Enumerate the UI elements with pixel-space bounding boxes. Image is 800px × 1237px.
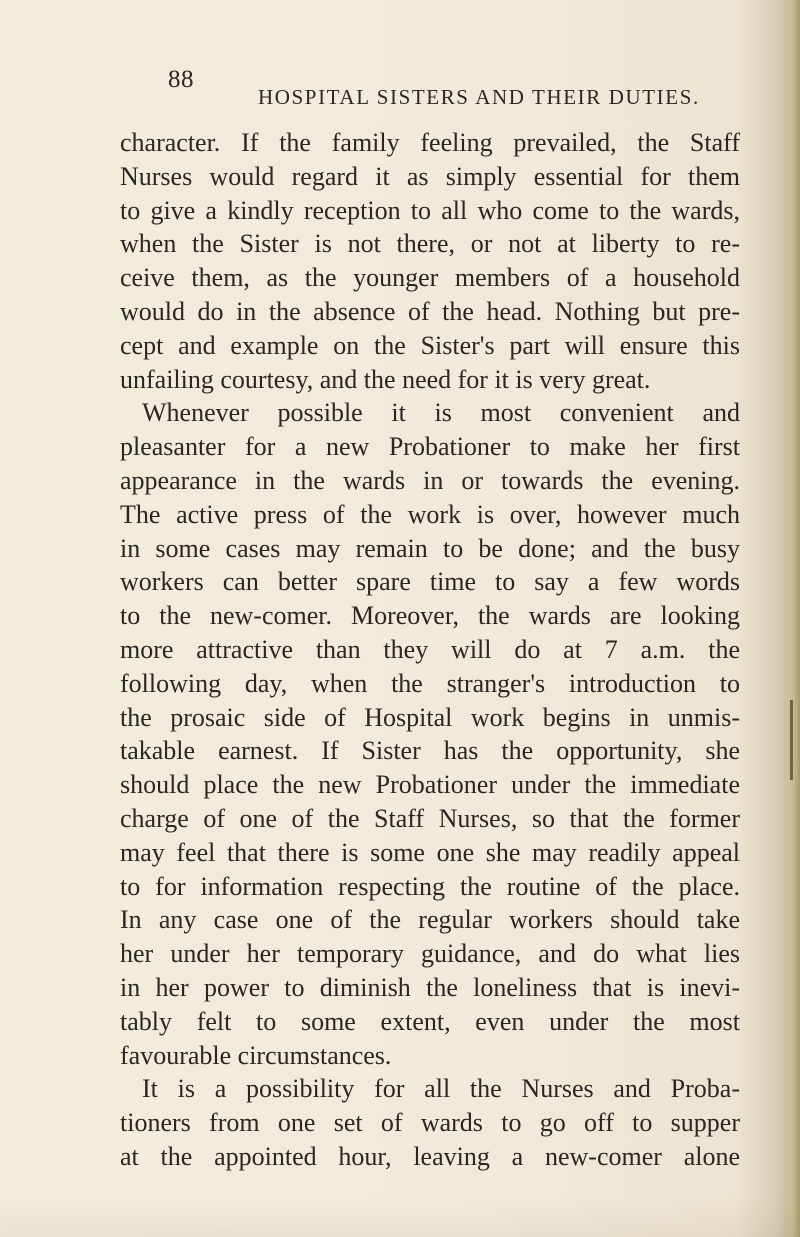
text-line: workers can better spare time to say a few words [120, 567, 740, 597]
paragraph-start-line: Whenever possible it is most convenient and [142, 398, 740, 428]
text-line: to for information respecting the routine of the place. [120, 871, 740, 901]
text-line: character. If the family feeling prevailed, the Staff [120, 128, 740, 157]
text-line: to the new-comer. Moreover, the wards are looking [120, 601, 740, 631]
text-line: more attractive than they will do at 7 a.m. the [120, 634, 740, 664]
text-line: in her power to diminish the loneliness that is inevi- [120, 972, 740, 1002]
binding-mark [790, 700, 793, 780]
text-line: favourable circumstances. [120, 1040, 392, 1070]
text-line: to give a kindly reception to all who come to the wards, [120, 195, 740, 225]
text-line: following day, when the stranger's introduction to [120, 668, 740, 698]
page-edge [786, 0, 800, 1237]
paragraph-start-line: It is a possibility for all the Nurses and Proba- [142, 1074, 740, 1104]
text-line: should place the new Probationer under the immediate [120, 770, 740, 800]
text-line: charge of one of the Staff Nurses, so that the former [120, 803, 740, 833]
text-line: in some cases may remain to be done; and the busy [120, 533, 740, 563]
text-line: ceive them, as the younger members of a household [120, 263, 740, 293]
text-line: unfailing courtesy, and the need for it is very great. [120, 364, 651, 394]
text-line: In any case one of the regular workers should take [120, 905, 740, 935]
text-line: the prosaic side of Hospital work begins in unmis- [120, 702, 740, 732]
text-line: tably felt to some extent, even under the most [120, 1006, 740, 1036]
text-line: when the Sister is not there, or not at liberty to re- [120, 229, 740, 259]
running-head: HOSPITAL SISTERS AND THEIR DUTIES. [258, 85, 700, 109]
text-line: cept and example on the Sister's part will ensure this [120, 330, 740, 360]
text-line: her under her temporary guidance, and do what lies [120, 939, 740, 969]
text-line: may feel that there is some one she may readily appeal [120, 837, 740, 867]
text-line: Nurses would regard it as simply essential for them [120, 161, 740, 191]
text-line: The active press of the work is over, however much [120, 499, 740, 529]
text-line: pleasanter for a new Probationer to make her first [120, 432, 740, 462]
page-shadow [0, 1197, 800, 1237]
text-line: tioners from one set of wards to go off to supper [120, 1108, 740, 1138]
text-line: at the appointed hour, leaving a new-comer alone [120, 1141, 740, 1171]
text-line: would do in the absence of the head. Nothing but pre- [120, 296, 740, 326]
text-line: takable earnest. If Sister has the opportunity, she [120, 736, 740, 766]
text-line: appearance in the wards in or towards the evening. [120, 465, 740, 495]
page-number: 88 [168, 66, 194, 93]
body-text [120, 126, 740, 1174]
